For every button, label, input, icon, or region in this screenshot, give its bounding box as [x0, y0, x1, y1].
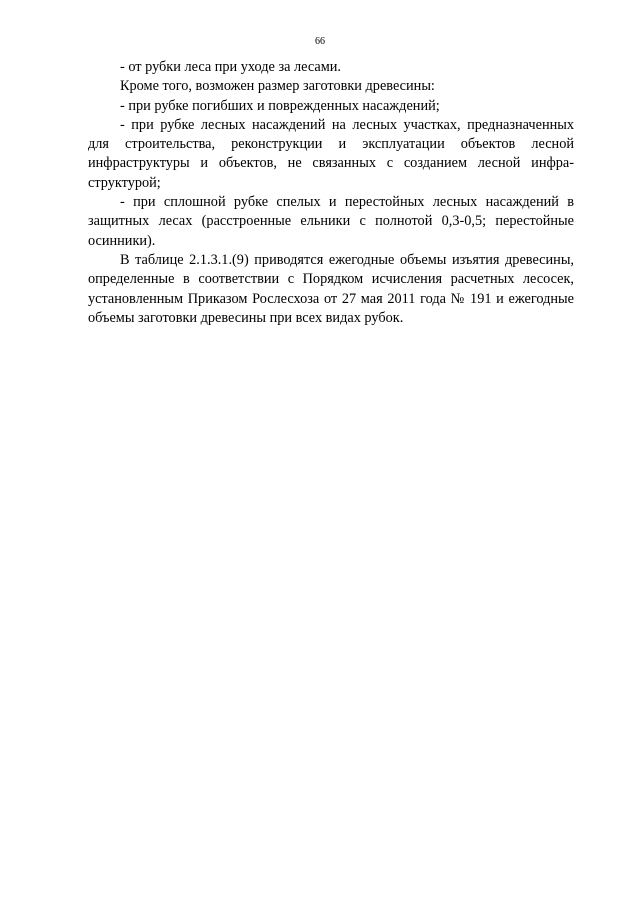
- paragraph-possible-harvest: Кроме того, возможен размер заготовки древесины:: [120, 78, 435, 95]
- page-number: 66: [315, 36, 325, 47]
- paragraph-item-clear-cutting: - при сплошной рубке спелых и перестойных лесных насаждений в защитных лесах (расстроенные ельники с полнотой 0,3-0,5; перестойные осинники).: [88, 194, 574, 249]
- paragraph-item-dead-stands: - при рубке погибших и поврежденных насаждений;: [120, 97, 440, 114]
- body-text: [88, 58, 574, 328]
- paragraph-item-logging-care: - от рубки леса при уходе за лесами.: [120, 59, 342, 75]
- paragraph-table-reference: В таблице 2.1.3.1.(9) приводятся ежегодные объемы изъятия древесины, определенные в соответствии с Порядком исчисления расчетных лесосек, установленным Приказом Рослесхоза от 27 мая 2011 года № 191 и ежегодные объемы заготовки древесины при всех видах рубок.: [88, 251, 574, 326]
- paragraph-item-construction-sites: - при рубке лесных насаждений на лесных участках, предназначенных для строительства, реконструкции и эксплуатации объектов лесной инфраструктуры и объектов, не связанных с созданием лесной инфраструктурой;: [88, 116, 574, 191]
